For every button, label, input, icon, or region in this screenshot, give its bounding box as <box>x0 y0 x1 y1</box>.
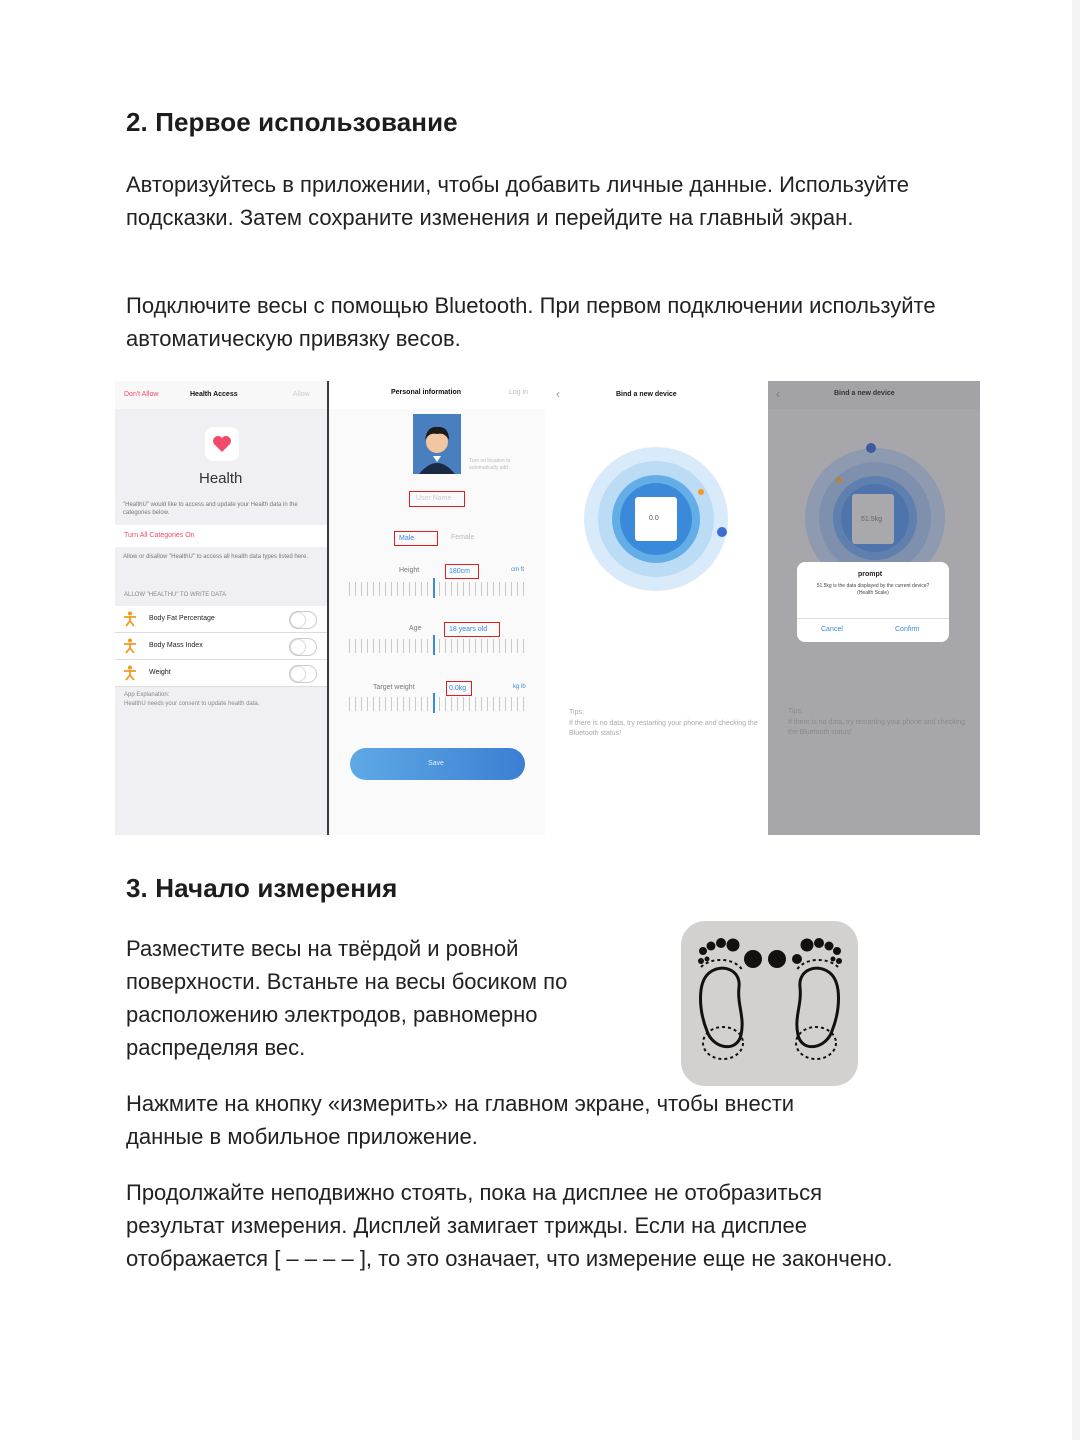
height-ruler[interactable] <box>349 582 525 596</box>
cancel-button[interactable]: Cancel <box>821 626 843 633</box>
health-item-row[interactable] <box>115 660 327 687</box>
health-item-label: Body Fat Percentage <box>149 615 215 622</box>
age-ruler[interactable] <box>349 639 525 653</box>
prompt-nav-bar <box>768 381 980 409</box>
health-hint: Allow or disallow "HealthU" to access all health data types listed here. <box>123 554 309 560</box>
health-nav-title: Health Access <box>190 391 238 398</box>
save-button-label: Save <box>428 760 444 767</box>
health-app-name: Health <box>199 470 243 487</box>
target-weight-value: 0.0kg <box>449 685 467 692</box>
age-value: 18 years old <box>449 626 488 633</box>
person-icon <box>123 638 137 654</box>
app-screenshots <box>115 381 980 835</box>
page-edge <box>1072 0 1080 1440</box>
feet-electrodes-icon <box>681 921 858 1086</box>
section-3-paragraph-3: Продолжайте неподвижно стоять, пока на дисплее не отобразиться результат измерения. Дисплей замигает трижды. Если на дисплее отображается [ – – – – ], то это означает, что измерение еще не закончено. <box>126 1180 893 1271</box>
health-nav-bar <box>115 381 327 409</box>
prompt-dialog-title: prompt <box>858 571 883 578</box>
section-3-paragraph-2: Нажмите на кнопку «измерить» на главном экране, чтобы внести данные в мобильное приложение. <box>126 1091 795 1149</box>
bind-prompt-screen <box>768 381 980 835</box>
health-item-label: Body Mass Index <box>149 642 203 649</box>
personal-side-note: Turn on location to automatically add <box>469 458 511 471</box>
health-item-row[interactable] <box>115 606 327 633</box>
health-item-row[interactable] <box>115 633 327 660</box>
prompt-dialog-text: 51.5kg is the data displayed by the current device? (Health Scale) <box>816 583 930 596</box>
personal-info-screen <box>329 381 545 835</box>
allow-button[interactable]: Allow <box>293 391 310 398</box>
login-link[interactable]: Log in <box>509 389 529 396</box>
scale-value: 51.5kg <box>861 516 883 523</box>
height-value-box <box>445 564 479 579</box>
health-item-toggle[interactable] <box>289 611 317 629</box>
gender-male-radio[interactable] <box>394 531 438 546</box>
scale-value: 0.0 <box>649 515 659 522</box>
bind-title: Bind a new device <box>616 391 677 398</box>
age-label: Age <box>409 625 422 632</box>
section-2-paragraph-1: Авторизуйтесь в приложении, чтобы добавить личные данные. Используйте подсказки. Затем сохраните изменения и перейдите на главный экран. <box>126 172 910 230</box>
user-name-placeholder: User Name <box>416 495 452 502</box>
prompt-nav-title: Bind a new device <box>834 390 895 397</box>
scale-display <box>852 494 894 544</box>
age-value-box <box>444 622 500 637</box>
height-label: Height <box>399 567 420 574</box>
health-footer-title: App Explanation: <box>124 692 170 698</box>
avatar[interactable] <box>413 414 461 474</box>
write-data-header: ALLOW "HEALTHU" TO WRITE DATA <box>124 592 227 598</box>
heart-icon <box>205 427 239 461</box>
back-chevron-icon[interactable]: ‹ <box>556 387 560 401</box>
health-item-label: Weight <box>149 669 171 676</box>
target-weight-label: Target weight <box>373 684 415 691</box>
health-request-text: "HealthU" would like to access and update your Health data in the categories below. <box>123 502 298 516</box>
back-chevron-icon[interactable]: ‹ <box>776 387 780 401</box>
personal-title: Personal information <box>391 389 462 396</box>
personal-nav-bar <box>329 381 545 409</box>
user-name-field[interactable] <box>409 491 465 507</box>
section-3-paragraph-1: Разместите весы на твёрдой и ровной поверхности. Встаньте на весы босиком по расположению электродов, равномерно распределяя вес. <box>126 936 568 1060</box>
gender-female-radio[interactable]: Female <box>451 534 475 541</box>
health-footer-text: HealthU needs your consent to update health data. <box>124 701 260 707</box>
height-unit-toggle[interactable]: cm ft <box>511 567 524 573</box>
bind-device-screen <box>546 381 768 835</box>
health-access-screen <box>115 381 327 835</box>
person-icon <box>123 611 137 627</box>
person-icon <box>123 665 137 681</box>
dont-allow-button[interactable]: Don't Allow <box>124 391 159 398</box>
turn-all-row[interactable] <box>115 525 327 547</box>
save-button[interactable] <box>350 748 525 780</box>
scale-display <box>635 497 677 541</box>
section-2-heading: 2. Первое использование <box>126 107 458 137</box>
section-2-paragraph-2: Подключите весы с помощью Bluetooth. При первом подключении используйте автоматическую привязку весов. <box>126 293 936 351</box>
section-3-heading: 3. Начало измерения <box>126 873 398 903</box>
health-item-toggle[interactable] <box>289 665 317 683</box>
target-weight-ruler[interactable] <box>349 697 525 711</box>
confirm-button[interactable]: Confirm <box>895 626 920 633</box>
turn-all-label: Turn All Categories On <box>124 532 195 539</box>
tips-label: Tips: <box>569 709 584 716</box>
tips-text: If there is no data, try restarting your phone and checking the Bluetooth status! <box>569 720 758 737</box>
prompt-dialog <box>797 562 949 642</box>
gender-male-label: Male <box>399 535 415 542</box>
bind-nav-bar <box>546 381 768 409</box>
health-item-toggle[interactable] <box>289 638 317 656</box>
height-value: 180cm <box>449 568 471 575</box>
tips-label: Tips: <box>788 708 803 715</box>
target-weight-box <box>446 681 472 696</box>
tips-text: If there is no data, try restarting your phone and checking the Bluetooth status! <box>788 719 966 736</box>
dialog-divider <box>797 618 949 619</box>
target-unit-toggle[interactable]: kg lb <box>513 684 526 690</box>
